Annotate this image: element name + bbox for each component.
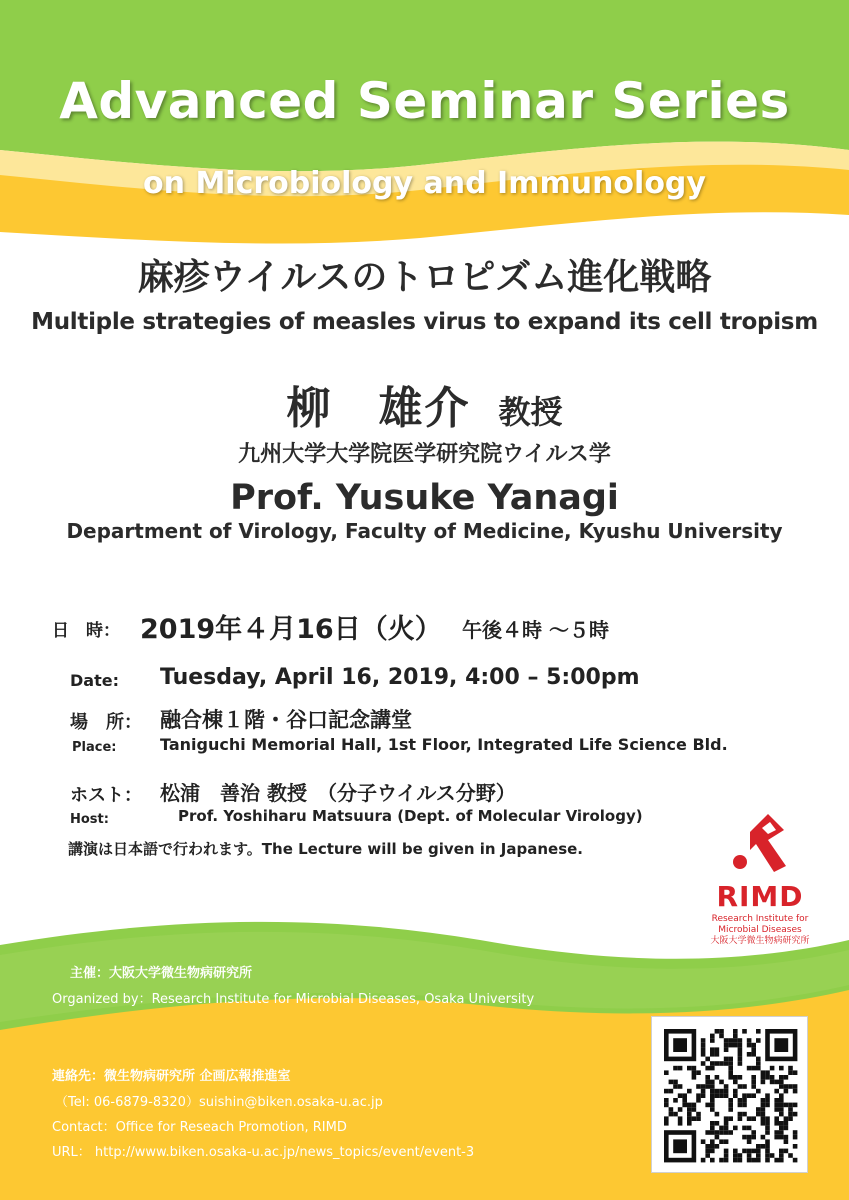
organizer-en: Organized by：Research Institute for Microbial Diseases, Osaka University: [52, 992, 535, 1007]
speaker-name-jp: [0, 372, 849, 436]
place-jp: 融合棟１階・谷口記念講堂: [160, 708, 412, 732]
contact-jp: 連絡先：微生物病研究所 企画広報推進室: [52, 1069, 291, 1084]
talk-title-en: Multiple strategies of measles virus to expand its cell tropism: [31, 309, 818, 335]
organizer-jp: 主催：大阪大学微生物病研究所: [70, 966, 253, 981]
place-label-jp: 場 所：: [70, 712, 142, 733]
host-label-en: Host:: [70, 812, 109, 827]
place-label-en: Place:: [72, 740, 117, 755]
speaker-title-jp: 教授: [498, 393, 563, 431]
place-en: Taniguchi Memorial Hall, 1st Floor, Integrated Life Science Bld.: [160, 735, 728, 754]
speaker-name-en: Prof. Yusuke Yanagi: [230, 478, 619, 518]
date-label-jp: 日 時：: [52, 621, 120, 641]
date-en: Tuesday, April 16, 2019, 4:00 – 5:00pm: [160, 665, 640, 690]
rimd-logo-line2: Microbial Diseases: [718, 925, 802, 935]
rimd-logo-line1: Research Institute for: [711, 914, 809, 924]
rimd-logo-icon: [728, 810, 798, 878]
time-jp: 午後４時 ～５時: [462, 618, 609, 642]
host-label-jp: ホスト：: [70, 785, 142, 806]
talk-title-jp: 麻疹ウイルスのトロピズム進化戦略: [137, 257, 712, 298]
qr-code-icon[interactable]: [652, 1017, 809, 1174]
speaker-affiliation-en: Department of Virology, Faculty of Medicine, Kyushu University: [66, 519, 783, 543]
qr-code-frame: [651, 1016, 808, 1173]
date-jp: 2019年４月16日（火）: [140, 614, 442, 645]
contact-en: Contact：Office for Reseach Promotion, RIMD: [52, 1120, 347, 1135]
rimd-logo-line3: 大阪大学微生物病研究所: [710, 936, 810, 946]
series-subtitle: on Microbiology and Immunology: [143, 166, 706, 201]
speaker-name-jp-text: 柳 雄介: [286, 383, 471, 434]
speaker-affiliation-jp: 九州大学大学院医学研究院ウイルス学: [238, 442, 611, 467]
host-jp: 松浦 善治 教授 （分子ウイルス分野）: [160, 781, 516, 805]
event-url[interactable]: URL： http://www.biken.osaka-u.ac.jp/news_topics/event/event-3: [52, 1145, 475, 1160]
contact-tel: （Tel: 06-6879-8320）suishin@biken.osaka-u.ac.jp: [55, 1095, 383, 1110]
host-en: Prof. Yoshiharu Matsuura (Dept. of Molecular Virology): [178, 807, 643, 825]
date-label-en: Date:: [70, 671, 119, 690]
language-note: 講演は日本語で行われます。The Lecture will be given in Japanese.: [68, 840, 583, 858]
series-title: Advanced Seminar Series: [59, 72, 790, 130]
rimd-logo-name: RIMD: [716, 880, 804, 913]
